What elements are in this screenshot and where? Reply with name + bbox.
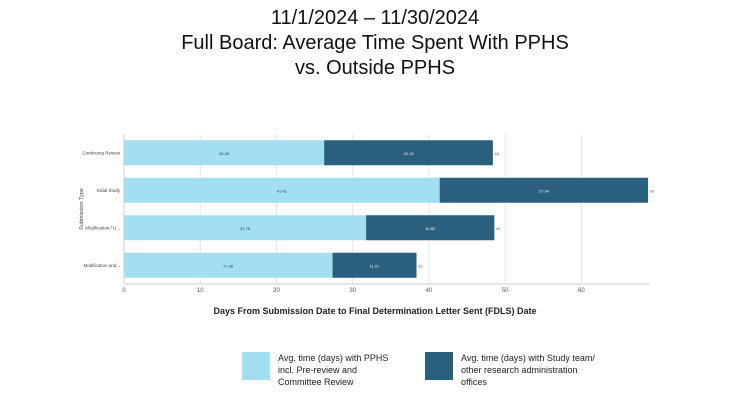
bar-total-label: 49 (495, 225, 501, 231)
bar-data-label: 41.41 (276, 188, 287, 194)
chart-title-line-2: Full Board: Average Time Spent With PPHS (181, 32, 569, 54)
bar-data-label: 16.82 (425, 225, 436, 231)
bar-data-label: 31.76 (240, 225, 251, 231)
x-tick-label: 50 (501, 288, 509, 294)
y-tick-label: Modification / U... (85, 225, 120, 231)
bar-total-label: 69 (649, 188, 655, 194)
y-tick-label: Continuing Review (82, 150, 120, 156)
y-tick-label: Initial Study (96, 187, 120, 193)
x-tick-label: 40 (425, 288, 433, 294)
bar-data-label: 27.36 (223, 263, 234, 269)
bar-total-label: 39 (418, 263, 423, 269)
x-tick-label: 10 (196, 288, 204, 294)
x-tick-label: 0 (122, 288, 126, 294)
chart-title-line-3: vs. Outside PPHS (294, 57, 456, 79)
bar-data-label: 22.13 (403, 150, 414, 156)
x-axis-label: Days From Submission Date to Final Determination Letter Sent (FDLS) Date (213, 306, 537, 316)
y-axis-label: Submission Type (79, 188, 85, 230)
legend-swatch-study-team (425, 352, 453, 380)
bar-total-label: 48 (494, 150, 499, 156)
bar-data-label: 11.01 (369, 263, 380, 269)
x-tick-label: 60 (578, 288, 585, 294)
x-tick-label: 30 (349, 288, 357, 294)
bar-data-label: 27.34 (538, 188, 549, 194)
chart-title-line-1: 11/1/2024 – 11/30/2024 (270, 7, 480, 29)
legend-label-study-team: Avg. time (days) with Study team/ other research administration offices (461, 353, 595, 387)
bar-data-label: 26.26 (219, 150, 230, 156)
legend-label-pphs: Avg. time (days) with PPHS incl. Pre-review and Committee Review (278, 353, 389, 387)
x-tick-label: 20 (273, 288, 280, 294)
legend-swatch-pphs (242, 352, 270, 380)
y-tick-label: Modification and... (83, 262, 120, 268)
